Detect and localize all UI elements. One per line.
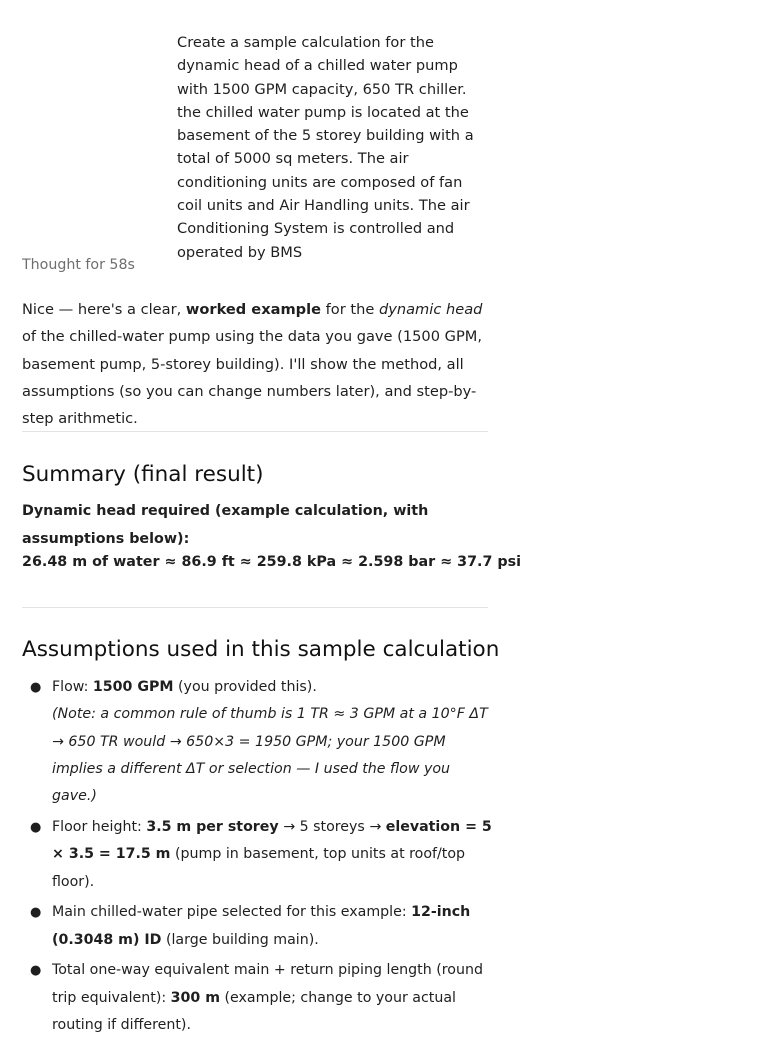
assumptions-heading: Assumptions used in this sample calculation bbox=[22, 637, 500, 662]
thought-duration-toggle[interactable]: Thought for 58s bbox=[22, 257, 135, 273]
assumptions-list bbox=[22, 674, 492, 1043]
item-note: (Note: a common rule of thumb is 1 TR ≈ 3 GPM at a 10°F ΔT → 650 TR would → 650×3 = 1950 GPM; your 1500 GPM implies a different ΔT or selection — I used the flow you gave.) bbox=[52, 706, 488, 805]
list-item bbox=[22, 957, 492, 1039]
divider bbox=[22, 607, 488, 608]
user-prompt-message: Create a sample calculation for the dynamic head of a chilled water pump with 1500 GPM capacity, 650 TR chiller. the chilled water pump is located at the basement of the 5 storey building with a total of 5000 sq meters. The air conditioning units are composed of fan coil units and Air Handling units. The air Conditioning System is controlled and operated by BMS bbox=[177, 34, 474, 261]
item-text: (example; change to your actual routing if different). bbox=[52, 989, 456, 1034]
item-bold-text: elevation = 5 × 3.5 = 17.5 m bbox=[52, 818, 492, 863]
response-intro-paragraph bbox=[22, 296, 492, 432]
bullet-icon: ● bbox=[30, 680, 42, 695]
intro-text: for the bbox=[321, 301, 379, 318]
list-item bbox=[22, 899, 492, 954]
item-bold-text: 12-inch (0.3048 m) ID bbox=[52, 904, 471, 948]
intro-text: of the chilled-water pump using the data you gave (1500 GPM, basement pump, 5-storey building). I'll show the method, all assumptions (so you can change numbers later), and step-by-step arithmetic. bbox=[22, 328, 482, 428]
intro-italic-text: dynamic head bbox=[378, 301, 483, 318]
item-bold-text: 3.5 m per storey bbox=[146, 818, 279, 835]
summary-label: Dynamic head required (example calculation, with assumptions below): bbox=[22, 503, 429, 547]
item-text: Flow: bbox=[52, 679, 93, 695]
item-text: → 5 storeys → bbox=[278, 818, 386, 835]
item-text: Main chilled-water pipe selected for this example: bbox=[52, 904, 412, 921]
item-text: (large building main). bbox=[161, 931, 319, 948]
item-bold-text: 300 m bbox=[170, 989, 221, 1006]
item-text: Total one-way equivalent main + return piping length (round trip equivalent): bbox=[52, 962, 483, 1006]
item-text: (you provided this). bbox=[173, 679, 317, 695]
summary-value: 26.48 m of water ≈ 86.9 ft ≈ 259.8 kPa ≈ 2.598 bar ≈ 37.7 psi bbox=[22, 554, 522, 570]
bullet-icon: ● bbox=[30, 819, 42, 835]
item-bold-text: 1500 GPM bbox=[92, 679, 174, 695]
bullet-icon: ● bbox=[30, 963, 42, 979]
summary-heading: Summary (final result) bbox=[22, 462, 264, 487]
list-item bbox=[22, 674, 492, 810]
intro-text: Nice — here's a clear, bbox=[22, 301, 186, 318]
intro-bold-text: worked example bbox=[185, 301, 322, 318]
divider bbox=[22, 431, 488, 432]
list-item bbox=[22, 814, 492, 896]
item-text: (pump in basement, top units at roof/top floor). bbox=[52, 846, 466, 890]
item-text: Floor height: bbox=[52, 818, 147, 835]
bullet-icon: ● bbox=[30, 905, 42, 921]
